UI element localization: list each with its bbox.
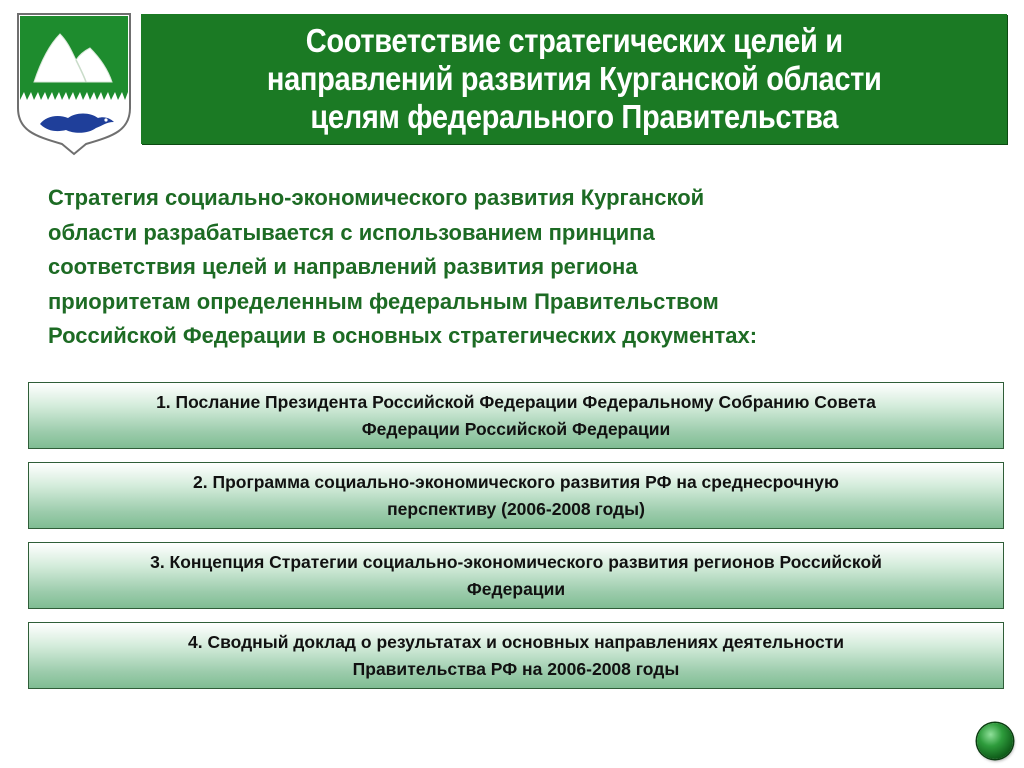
document-item-text: 1. Послание Президента Российской Федерации Федеральному Собранию Совета Федерации Российской Федерации: [156, 391, 876, 439]
document-item-2: [28, 462, 1004, 529]
document-item-4: [28, 622, 1004, 689]
page-title: Соответствие стратегических целей и направлений развития Курганской области целям федерального Правительства: [266, 22, 882, 135]
intro-paragraph: Стратегия социально-экономического развития Курганской области разрабатывается с использованием принципа соответствия целей и направлений развития региона приоритетам определенным федеральным Правительством Российской Федерации в основных стратегических документах:: [48, 185, 758, 348]
strategic-documents-list: [28, 382, 1004, 702]
document-item-text: 4. Сводный доклад о результатах и основных направлениях деятельности Правительства РФ на 2006-2008 годы: [187, 631, 845, 679]
kurgan-coat-of-arms-icon: [14, 12, 134, 158]
document-item-text: 3. Концепция Стратегии социально-экономического развития регионов Российской Федерации: [150, 551, 882, 599]
document-item-text: 2. Программа социально-экономического развития РФ на среднесрочную перспективу (2006-2008 годы): [193, 471, 839, 519]
document-item-3: [28, 542, 1004, 609]
document-item-1: [28, 382, 1004, 449]
next-slide-button-icon[interactable]: [977, 723, 1013, 759]
title-banner: [141, 14, 1007, 144]
